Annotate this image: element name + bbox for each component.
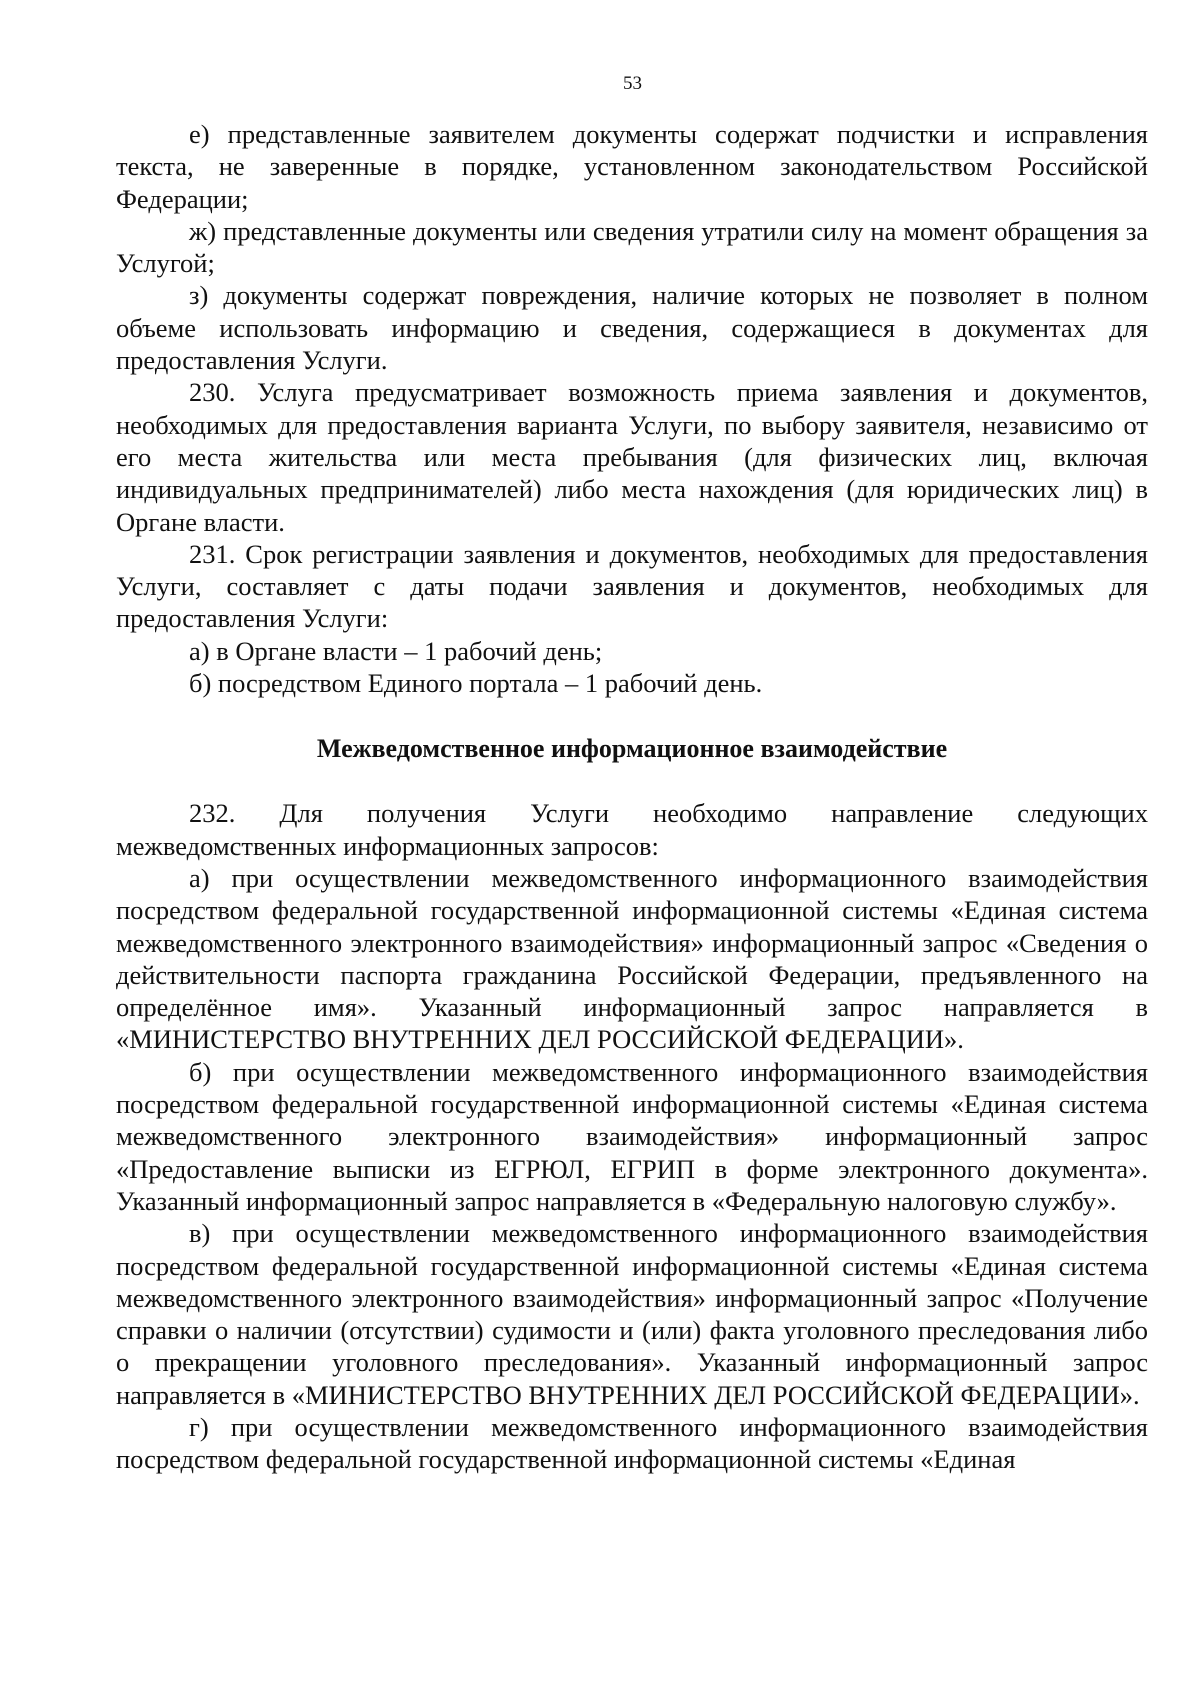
document-body — [116, 118, 1148, 1476]
paragraph-232-g: г) при осуществлении межведомственного информационного взаимодействия посредством федеральной государственной информационной системы «Единая — [116, 1411, 1148, 1475]
page-number: 53 — [623, 73, 642, 94]
paragraph-231: 231. Срок регистрации заявления и документов, необходимых для предоставления Услуги, составляет с даты подачи заявления и документов, необходимых для предоставления Услуги: — [116, 538, 1148, 634]
paragraph-230: 230. Услуга предусматривает возможность приема заявления и документов, необходимых для предоставления варианта Услуги, по выбору заявителя, независимо от его места жительства или места пребывания (для физических лиц, включая индивидуальных предпринимателей) либо места нахождения (для юридических лиц) в Органе власти. — [116, 377, 1148, 537]
paragraph-232-a: а) при осуществлении межведомственного информационного взаимодействия посредством федеральной государственной информационной системы «Единая система межведомственного электронного взаимодействия» информационный запрос «Сведения о действительности паспорта гражданина Российской Федерации, предъявленного на определённое имя». Указанный информационный запрос направляется в «МИНИСТЕРСТВО ВНУТРЕННИХ ДЕЛ РОССИЙСКОЙ ФЕДЕРАЦИИ». — [116, 862, 1148, 1055]
paragraph-item-z: з) документы содержат повреждения, наличие которых не позволяет в полном объеме использовать информацию и сведения, содержащиеся в документах для предоставления Услуги. — [116, 280, 1148, 376]
paragraph-231-a: а) в Органе власти – 1 рабочий день; — [189, 635, 603, 666]
paragraph-item-zh: ж) представленные документы или сведения утратили силу на момент обращения за Услугой; — [116, 215, 1148, 279]
paragraph-232-v: в) при осуществлении межведомственного информационного взаимодействия посредством федеральной государственной информационной системы «Единая система межведомственного электронного взаимодействия» информационный запрос «Получение справки о наличии (отсутствии) судимости и (или) факта уголовного преследования либо о прекращении уголовного преследования». Указанный информационный запрос направляется в «МИНИСТЕРСТВО ВНУТРЕННИХ ДЕЛ РОССИЙСКОЙ ФЕДЕРАЦИИ». — [116, 1218, 1148, 1410]
section-heading: Межведомственное информационное взаимодействие — [316, 734, 948, 764]
paragraph-232-b: б) при осуществлении межведомственного информационного взаимодействия посредством федеральной государственной информационной системы «Единая система межведомственного электронного взаимодействия» информационный запрос «Предоставление выписки из ЕГРЮЛ, ЕГРИП в форме электронного документа». Указанный информационный запрос направляется в «Федеральную налоговую службу». — [116, 1056, 1148, 1216]
paragraph-232: 232. Для получения Услуги необходимо направление следующих межведомственных информационных запросов: — [116, 798, 1148, 861]
paragraph-item-e: е) представленные заявителем документы содержат подчистки и исправления текста, не заверенные в порядке, установленном законодательством Российской Федерации; — [116, 119, 1148, 214]
paragraph-231-b: б) посредством Единого портала – 1 рабочий день. — [189, 668, 763, 699]
